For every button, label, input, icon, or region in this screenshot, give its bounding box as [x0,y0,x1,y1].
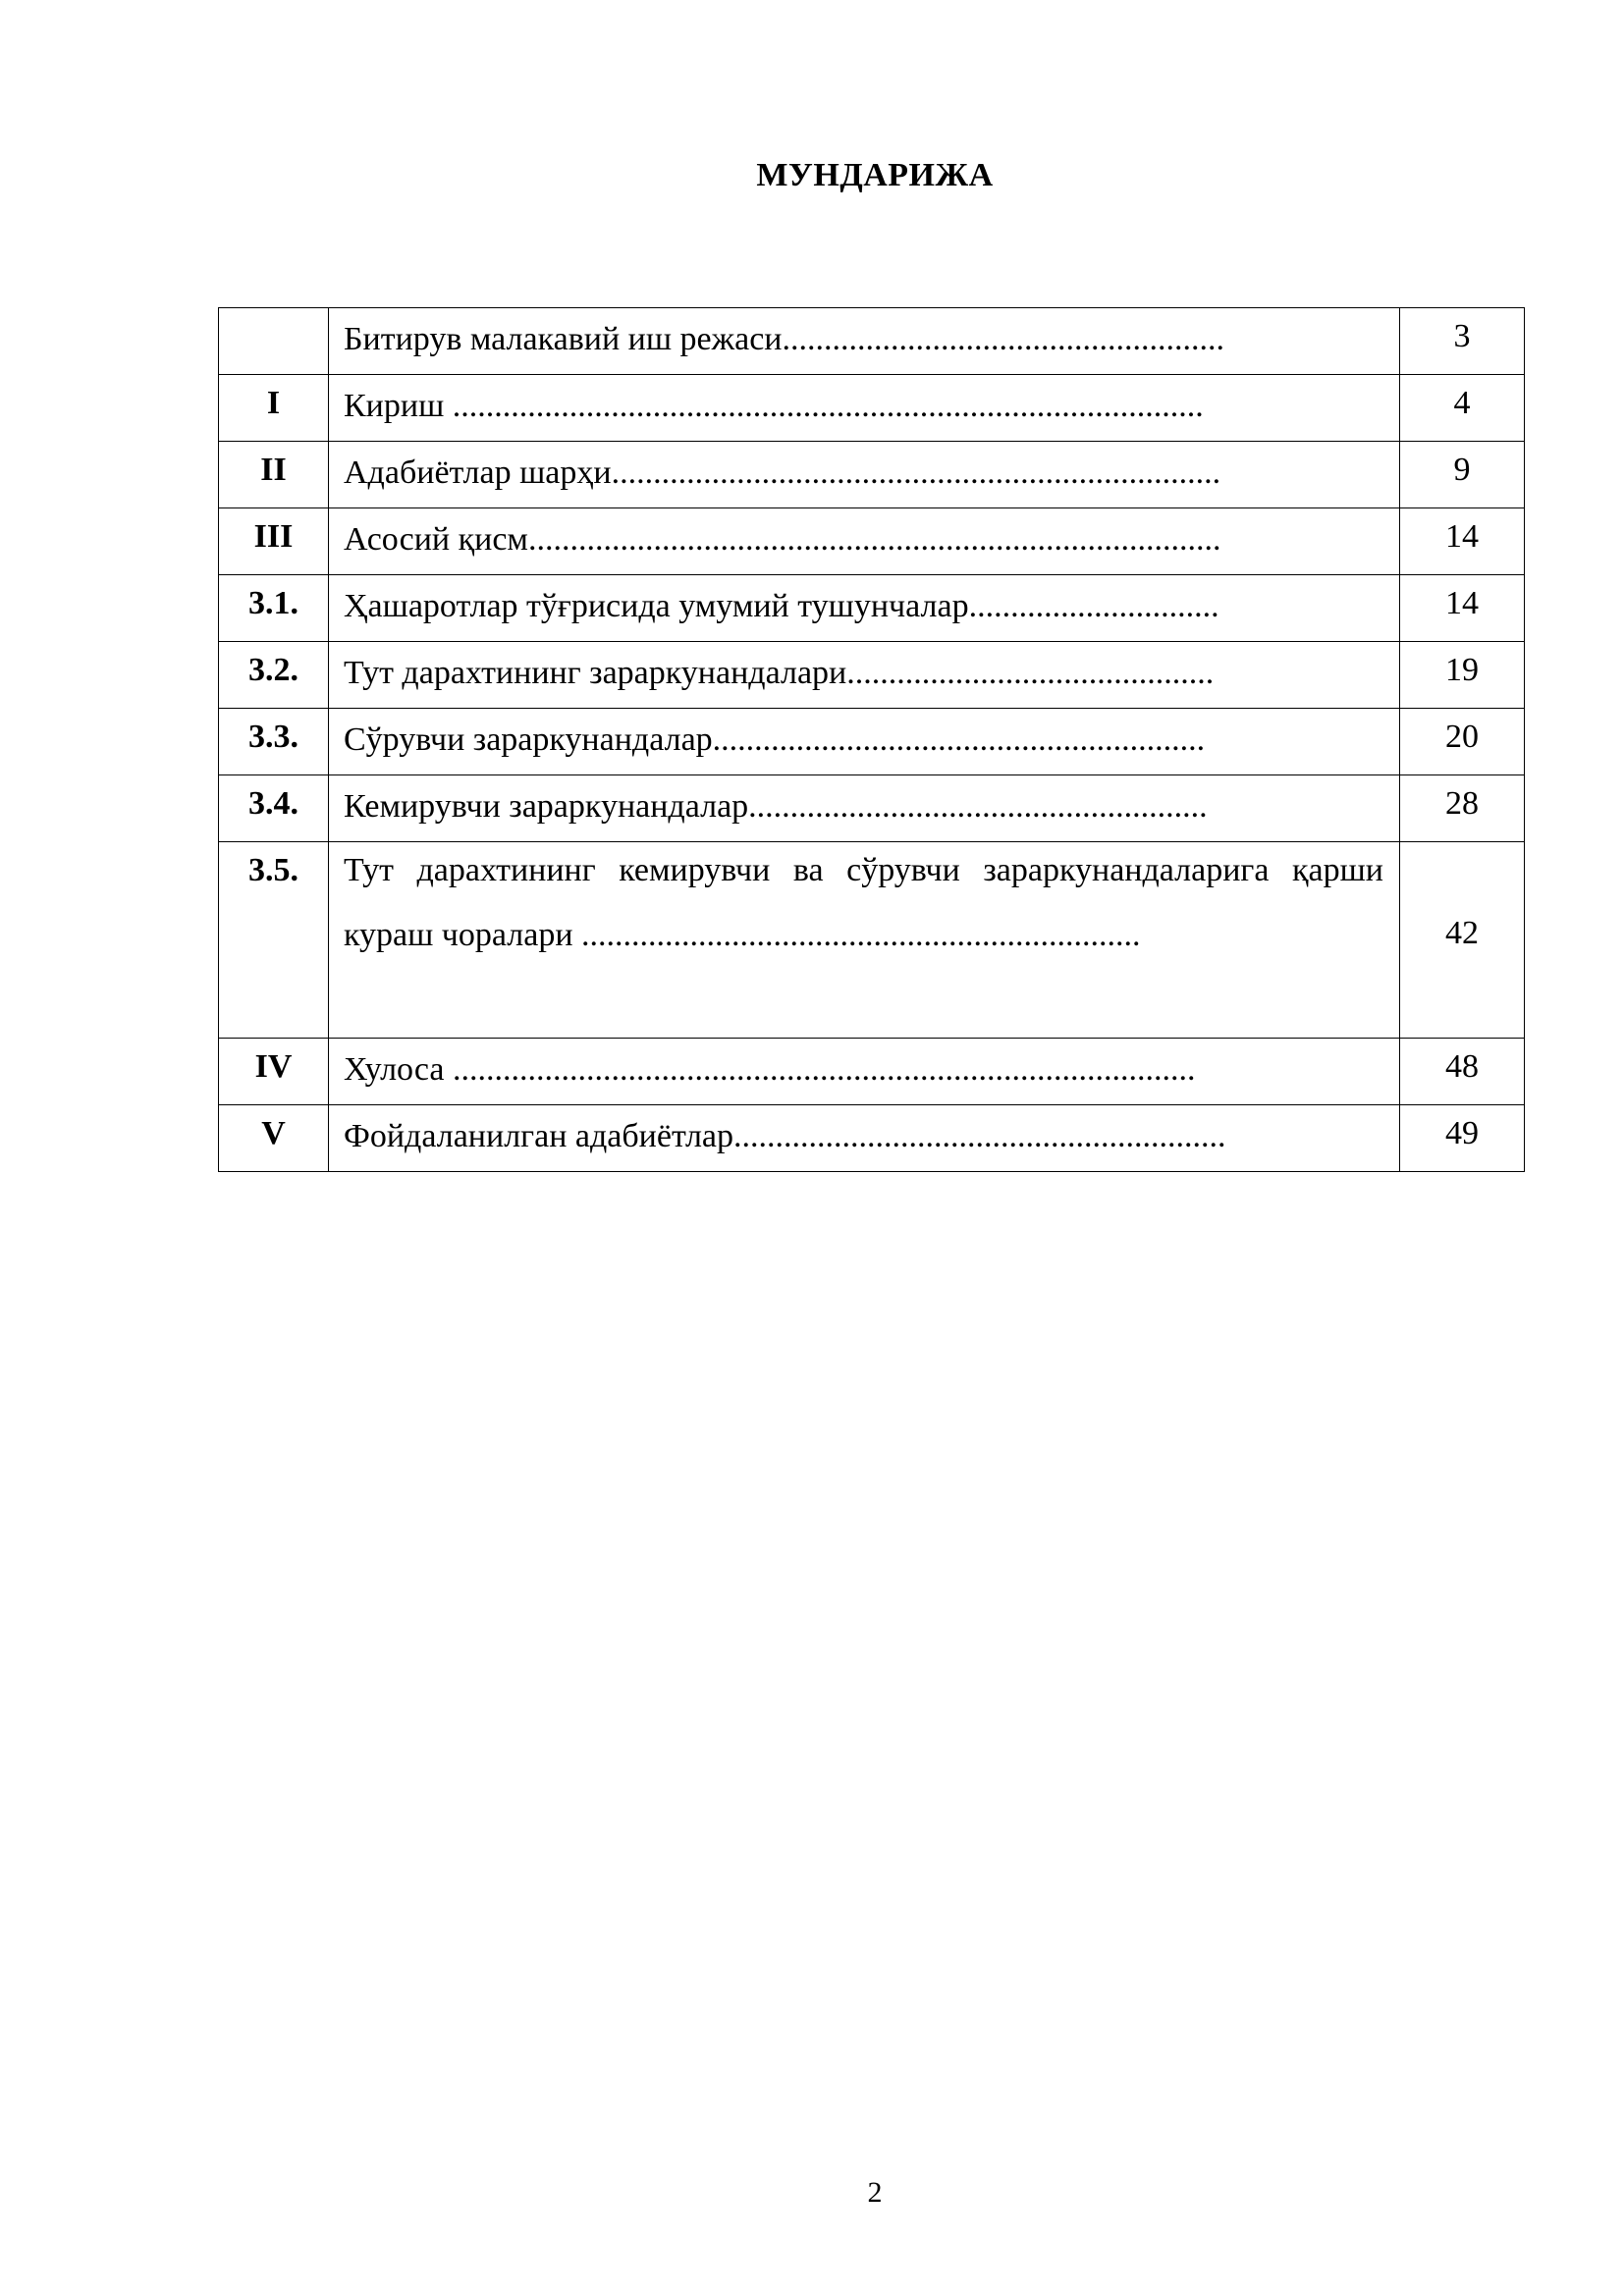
toc-section-title: Ҳашаротлар тўғрисида умумий тушунчалар.............................. [329,575,1400,642]
page-footer-number: 2 [867,2176,883,2209]
toc-section-title [329,842,1400,1039]
toc-row [219,1039,1525,1105]
toc-section-number: 3.3. [219,709,329,775]
toc-page-number: 9 [1400,442,1525,508]
toc-section-title: Асосий қисм................................................................................... [329,508,1400,575]
toc-section-number: 3.5. [219,842,329,1039]
toc-page-number: 28 [1400,775,1525,842]
toc-section-number: I [219,375,329,442]
toc-section-title: Хулоса ......................................................................................... [329,1039,1400,1105]
toc-row [219,375,1525,442]
toc-page-number: 4 [1400,375,1525,442]
toc-row [219,1105,1525,1172]
toc-page-number: 49 [1400,1105,1525,1172]
toc-section-number [219,308,329,375]
toc-row [219,642,1525,709]
toc-section-number: 3.4. [219,775,329,842]
toc-section-title: Адабиётлар шарҳи......................................................................... [329,442,1400,508]
toc-section-number: II [219,442,329,508]
toc-section-number: III [219,508,329,575]
toc-row [219,442,1525,508]
toc-page-number: 14 [1400,508,1525,575]
toc-row [219,308,1525,375]
toc-page-number: 14 [1400,575,1525,642]
toc-section-number: IV [219,1039,329,1105]
toc-section-title: Кемирувчи зараркунандалар....................................................... [329,775,1400,842]
toc-section-number: 3.2. [219,642,329,709]
toc-section-title: Битирув малакавий иш режаси..................................................... [329,308,1400,375]
toc-page-number: 20 [1400,709,1525,775]
toc-page-number: 19 [1400,642,1525,709]
toc-section-title-text: Тут дарахтининг кемирувчи ва сўрувчи зараркунандаларига қарши кураш чоралари ................................................................... [344,852,1383,953]
table-of-contents [218,307,1525,1172]
toc-row [219,575,1525,642]
toc-row [219,508,1525,575]
toc-section-title: Фойдаланилган адабиётлар........................................................... [329,1105,1400,1172]
toc-section-title: Сўрувчи зараркунандалар........................................................... [329,709,1400,775]
toc-page-number: 48 [1400,1039,1525,1105]
toc-section-title: Кириш .......................................................................................... [329,375,1400,442]
toc-section-title: Тут дарахтининг зараркунандалари............................................ [329,642,1400,709]
page-title: МУНДАРИЖА [756,157,994,193]
toc-section-number: V [219,1105,329,1172]
toc-page-number: 3 [1400,308,1525,375]
toc-section-number: 3.1. [219,575,329,642]
toc-row [219,709,1525,775]
toc-row [219,842,1525,1039]
toc-row [219,775,1525,842]
toc-page-number: 42 [1400,842,1525,1039]
